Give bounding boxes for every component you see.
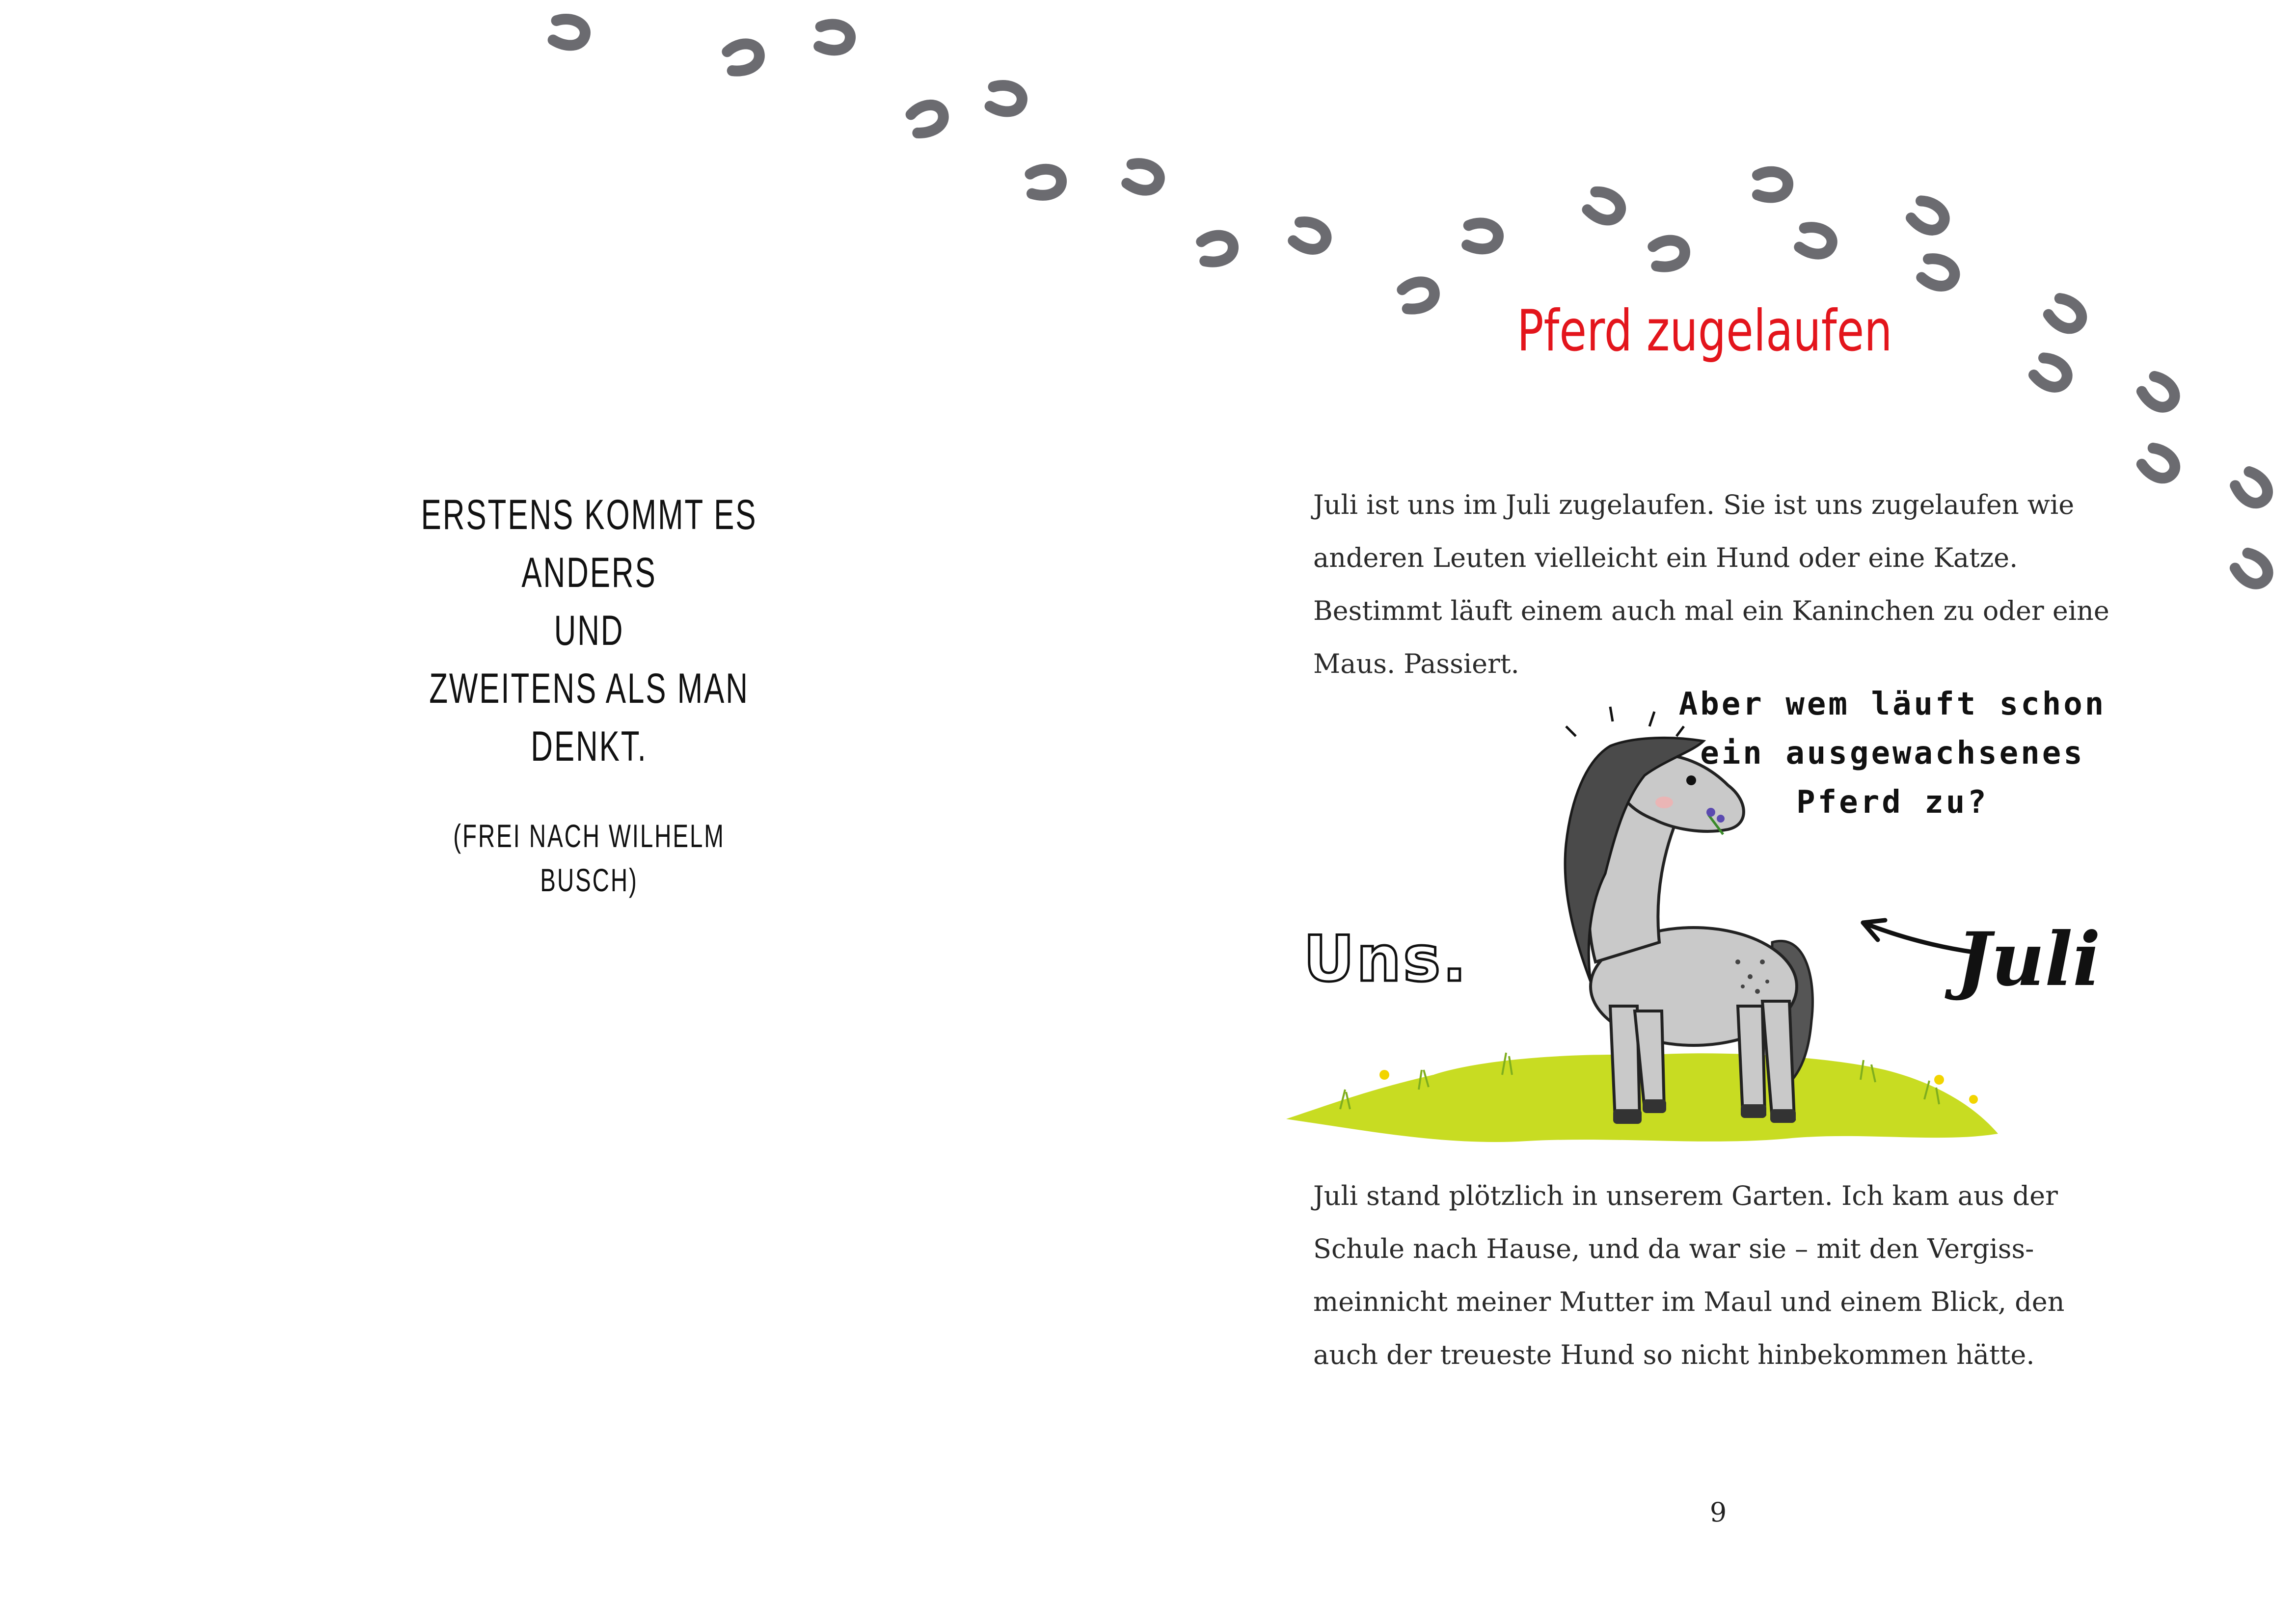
paragraph-2-line-4: auch der treueste Hund so nicht hinbekommen hätte. [1313, 1339, 2035, 1370]
hoofprint-icon [1201, 233, 1235, 264]
hoofprint-icon [1799, 225, 1835, 258]
hoofprint-icon [1030, 168, 1062, 196]
hoofprint-icon [1910, 198, 1949, 236]
motto [344, 486, 835, 902]
paragraph-1-line-1: Juli ist uns im Juli zugelaufen. Sie ist uns zugelaufen wie [1313, 489, 2075, 520]
hoofprint-icon [2047, 295, 2087, 334]
hoofprint-icon [2233, 550, 2273, 589]
hoofprint-icon [2140, 373, 2180, 413]
paragraph-1-line-4: Maus. Passiert. [1313, 648, 1519, 679]
horse-leg-back-left [1738, 1006, 1765, 1114]
hoofprint-icon [726, 40, 762, 73]
paragraph-2-line-2: Schule nach Hause, und da war sie – mit den Vergiss- [1313, 1233, 2034, 1264]
hoofprint-icon [2032, 355, 2072, 393]
hoofprint-icon [1757, 172, 1788, 198]
paragraph-1-line-3: Bestimmt läuft einem auch mal ein Kaninchen zu oder eine [1313, 595, 2109, 626]
hoofprint-icon [990, 83, 1024, 114]
speech-line-1: Aber wem läuft schon [1678, 686, 2107, 722]
motto-line-2: UND [554, 607, 624, 654]
hoofprint-icon [2233, 469, 2273, 509]
paragraph-2 [1313, 1170, 2138, 1382]
speech-text [1659, 680, 2126, 827]
hoofprint-icon [553, 17, 587, 48]
hoofprint-icon [1920, 256, 1958, 291]
hoofprint-icon [1401, 278, 1437, 311]
paragraph-1 [1313, 479, 2138, 691]
paragraph-2-line-3: meinnicht meiner Mutter im Maul und einem Blick, den [1313, 1286, 2065, 1317]
hoofprint-icon [819, 23, 851, 52]
hoofprint-icon [1652, 238, 1687, 269]
paragraph-1-line-2: anderen Leuten vielleicht ein Hund oder eine Katze. [1313, 542, 2018, 573]
motto-line-3: ZWEITENS ALS MAN DENKT. [429, 665, 749, 770]
hoofprint-icon [910, 101, 947, 135]
hoofprint-icon [1126, 161, 1162, 194]
label-juli: Juli [1956, 916, 2101, 1003]
hoofprint-icon [2140, 445, 2180, 484]
page-number: 9 [1709, 1497, 1727, 1528]
paragraph-2-line-1: Juli stand plötzlich in unserem Garten. Ich kam aus der [1313, 1180, 2058, 1211]
hoofprint-icon [1467, 222, 1499, 250]
hoofprint-icon [1292, 219, 1329, 254]
motto-line-1: ERSTENS KOMMT ES ANDERS [421, 491, 757, 596]
motto-source: (FREI NACH WILHELM BUSCH) [453, 818, 725, 898]
label-uns: Uns. [1303, 923, 1468, 996]
chapter-title: Pferd zugelaufen [1517, 298, 1892, 364]
speech-line-3: Pferd zu? [1796, 784, 1989, 821]
speech-line-2: ein ausgewachsenes [1700, 735, 2085, 772]
hoofprint-icon [1586, 188, 1625, 225]
